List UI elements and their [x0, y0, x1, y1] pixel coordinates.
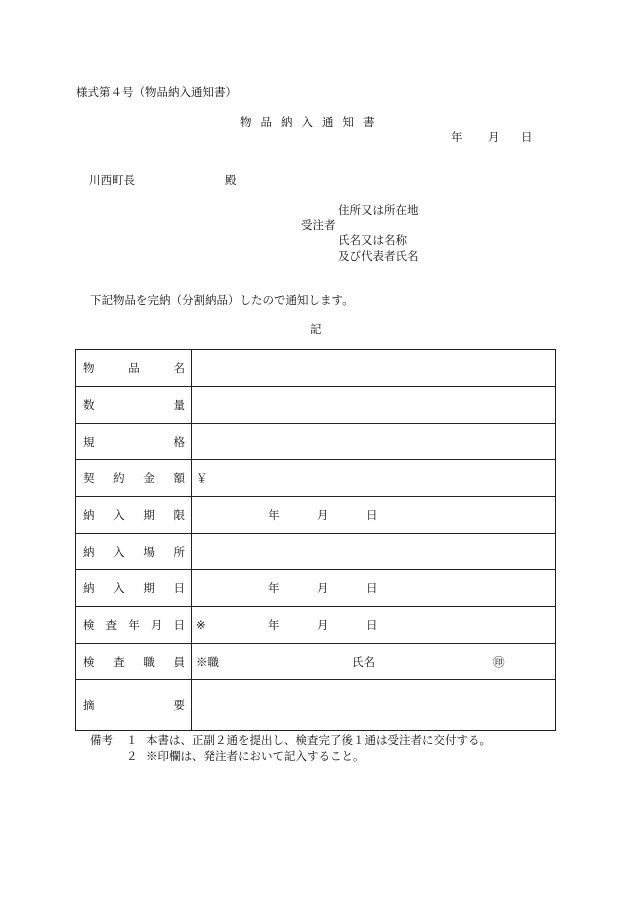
- row-label-char: 納: [83, 581, 95, 595]
- row-month: 月: [317, 508, 329, 522]
- row-label-char: 場: [143, 544, 155, 559]
- row-value-cell[interactable]: [192, 460, 556, 497]
- seal-mark: ㊞: [493, 654, 505, 669]
- row-value-cell[interactable]: [192, 570, 556, 607]
- row-label-char: 月: [150, 618, 163, 632]
- row-label-char: 品: [128, 361, 140, 375]
- row-label: [83, 397, 185, 413]
- row-label-char: 職: [143, 654, 155, 669]
- row-label-char: 契: [83, 471, 95, 485]
- row-label-cell: [76, 607, 192, 644]
- date-year: 年: [451, 130, 463, 144]
- row-label-char: 検: [83, 654, 95, 669]
- row-value: [192, 607, 555, 643]
- row-label: [83, 470, 185, 486]
- note-text: 本書は、正副２通を提出し、検査完了後１通は受注者に交付する。: [146, 733, 491, 747]
- row-value-cell[interactable]: [192, 424, 556, 460]
- row-value: [192, 570, 555, 606]
- row-label-char: 期: [143, 581, 155, 595]
- row-label-char: 納: [83, 544, 95, 559]
- row-month: 月: [317, 581, 329, 595]
- row-label-cell: [76, 534, 192, 570]
- row-label-char: 要: [173, 698, 185, 712]
- row-value: [192, 534, 555, 569]
- contractor-name-label-2: 及び代表者氏名: [338, 249, 419, 263]
- row-value: [192, 460, 555, 496]
- table-row: [76, 534, 556, 570]
- row-value: [192, 680, 555, 730]
- row-label-cell: [76, 387, 192, 424]
- row-day: 日: [366, 508, 378, 522]
- contractor-name-label-1: 氏名又は名称: [338, 233, 407, 247]
- row-label-char: 名: [173, 361, 185, 375]
- contractor-label: 受注者: [301, 218, 336, 232]
- table-row: [76, 570, 556, 607]
- row-value-cell[interactable]: [192, 387, 556, 424]
- row-label: [83, 580, 185, 596]
- date-day: 日: [521, 130, 533, 144]
- body-text: 下記物品を完納（分割納品）したので通知します。: [90, 293, 354, 307]
- table-row: [76, 424, 556, 460]
- note-number: １: [126, 733, 138, 747]
- contractor-address-label: 住所又は所在地: [338, 203, 419, 217]
- row-label-char: 所: [173, 544, 185, 559]
- table-row: [76, 460, 556, 497]
- row-label-cell: [76, 644, 192, 680]
- row-label: [83, 507, 185, 523]
- row-value: [192, 350, 555, 386]
- row-label-char: 数: [83, 398, 95, 412]
- row-label-char: 約: [113, 471, 125, 485]
- row-value: [192, 497, 555, 533]
- row-value: [192, 424, 555, 459]
- document-title: 物品納入通知書: [240, 115, 384, 129]
- row-label-char: 検: [83, 618, 95, 632]
- form-number: 様式第４号（物品納入通知書）: [76, 85, 237, 99]
- ki-mark: 記: [310, 322, 322, 336]
- row-day: 日: [366, 618, 378, 632]
- row-label-char: 年: [128, 618, 140, 632]
- row-label: [83, 360, 185, 376]
- row-label-cell: [76, 497, 192, 534]
- row-prefix: ￥: [196, 471, 208, 485]
- row-label-cell: [76, 350, 192, 387]
- row-month: 月: [317, 618, 329, 632]
- row-label-char: 入: [113, 581, 125, 595]
- table-row: [76, 350, 556, 387]
- row-name-label: 氏名: [352, 654, 375, 669]
- row-label-char: 入: [113, 544, 125, 559]
- row-value-cell[interactable]: [192, 680, 556, 731]
- row-label: [83, 434, 185, 450]
- row-label-cell: [76, 460, 192, 497]
- row-label-char: 額: [173, 471, 185, 485]
- row-label-char: 納: [83, 508, 95, 522]
- row-label-char: 入: [113, 508, 125, 522]
- row-label-char: 査: [105, 618, 118, 632]
- row-label: [83, 617, 185, 633]
- note-number: ２: [126, 749, 138, 763]
- row-label: [83, 697, 185, 713]
- note-text: ※印欄は、発注者において記入すること。: [146, 749, 365, 763]
- row-prefix: ※: [196, 618, 206, 632]
- table-row: [76, 387, 556, 424]
- row-label-cell: [76, 424, 192, 460]
- row-label-cell: [76, 680, 192, 731]
- row-label-char: 金: [143, 471, 155, 485]
- row-value-cell[interactable]: [192, 350, 556, 387]
- addressee-honorific: 殿: [225, 173, 237, 187]
- notes-heading: 備考: [90, 733, 113, 747]
- row-label-char: 日: [173, 618, 185, 632]
- addressee-name: 川西町長: [89, 173, 135, 187]
- row-value-cell[interactable]: [192, 644, 556, 680]
- row-label-char: 限: [173, 508, 185, 522]
- row-label: [83, 544, 185, 560]
- table-row: [76, 680, 556, 731]
- row-label: [83, 654, 185, 670]
- table-row: [76, 644, 556, 680]
- table-row: [76, 497, 556, 534]
- row-label-char: 期: [143, 508, 155, 522]
- row-value-cell[interactable]: [192, 534, 556, 570]
- row-label-char: 規: [83, 434, 95, 449]
- row-value: [192, 644, 555, 679]
- row-label-char: 格: [173, 434, 185, 449]
- row-prefix: ※職: [196, 654, 219, 669]
- row-label-char: 量: [173, 398, 185, 412]
- row-year: 年: [268, 508, 280, 522]
- row-value-cell[interactable]: [192, 497, 556, 534]
- row-label-char: 員: [173, 654, 185, 669]
- row-label-char: 摘: [83, 698, 95, 712]
- row-label-char: 日: [173, 581, 185, 595]
- item-table: [75, 349, 556, 731]
- row-year: 年: [268, 581, 280, 595]
- row-label-cell: [76, 570, 192, 607]
- row-label-char: 査: [113, 654, 125, 669]
- row-year: 年: [268, 618, 280, 632]
- row-value-cell[interactable]: [192, 607, 556, 644]
- table-row: [76, 607, 556, 644]
- row-label-char: 物: [83, 361, 95, 375]
- row-value: [192, 387, 555, 423]
- row-day: 日: [366, 581, 378, 595]
- date-month: 月: [488, 130, 500, 144]
